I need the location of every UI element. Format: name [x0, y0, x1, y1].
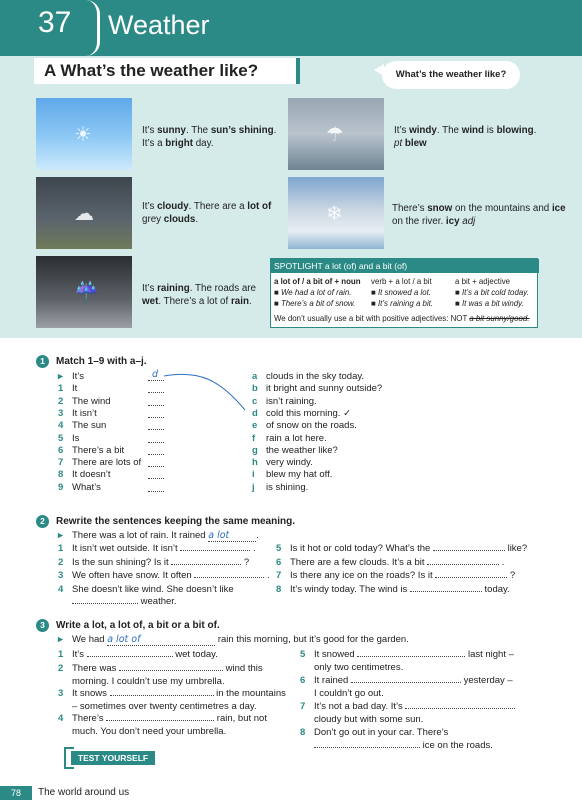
rewrite-item-cont: weather. — [72, 596, 177, 607]
unit-divider — [86, 0, 100, 56]
option-letter: f — [252, 432, 256, 444]
exercise-2-number: 2 — [36, 515, 49, 528]
exercise-3-number: 3 — [36, 619, 49, 632]
spotlight-example: ■ It was a bit windy. — [455, 299, 524, 308]
spotlight-col-1 — [274, 276, 361, 309]
ex3-item-3-cont: – sometimes over twenty centimetres a day. — [72, 701, 257, 712]
blank[interactable] — [351, 682, 461, 683]
match-stem: It doesn’t — [72, 469, 111, 481]
item-number: 6 — [300, 675, 306, 686]
answer-text: d — [152, 369, 159, 380]
exercise-2-instruction: Rewrite the sentences keeping the same meaning. — [56, 516, 295, 527]
ex3-item-3: It snows in the mountains — [72, 688, 286, 699]
unit-number: 37 — [38, 6, 72, 39]
blank[interactable] — [357, 656, 465, 657]
option-letter: i — [252, 469, 255, 481]
rewrite-item: There are a few clouds. It’s a bit . — [290, 556, 505, 568]
spotlight-example: ■ It’s a bit cold today. — [455, 288, 529, 297]
item-number: 1 — [58, 543, 64, 554]
exercise-1-number: 1 — [36, 355, 49, 368]
spotlight-note: We don’t usually use a bit with positive adjectives: NOT a bit sunny/good. — [274, 314, 530, 323]
item-number: 5 — [58, 432, 64, 444]
item-number: 4 — [58, 420, 64, 432]
item-number: 9 — [58, 481, 64, 493]
answer-blank[interactable] — [148, 482, 164, 492]
cloudy-caption: It’s cloudy. There are a lot of grey clouds. — [142, 201, 272, 225]
snowflake-icon: ❄ — [326, 203, 343, 225]
spotlight-example: ■ There’s a bit of snow. — [274, 299, 356, 308]
spotlight-col-3 — [455, 276, 529, 309]
item-number: 2 — [58, 395, 64, 407]
speech-bubble: What’s the weather like? — [382, 61, 520, 89]
option-letter: e — [252, 420, 258, 432]
spotlight-example: ■ It snowed a lot. — [371, 288, 432, 297]
section-a-title: A What’s the weather like? — [44, 61, 259, 80]
ex3-item-7: It’s not a bad day. It’s — [314, 701, 515, 712]
item-number: 1 — [58, 649, 64, 660]
option-letter: h — [252, 457, 258, 469]
answer-blank[interactable] — [148, 445, 164, 455]
match-stem: What’s — [72, 481, 101, 493]
item-number: 7 — [58, 457, 64, 469]
match-stem: The wind — [72, 395, 111, 407]
ex3-item-1: It’s wet today. — [72, 649, 218, 660]
item-number: 8 — [300, 727, 306, 738]
spotlight-heading: SPOTLIGHT a lot (of) and a bit (of) — [271, 259, 539, 273]
ex3-item-4-cont: much. You don’t need your umbrella. — [72, 726, 227, 737]
spotlight-rule: a bit + adjective — [455, 277, 511, 286]
item-number: 3 — [58, 570, 64, 581]
spotlight-rule: a lot of / a bit of + noun — [274, 277, 361, 286]
ex3-item-2: There was wind this — [72, 663, 263, 674]
blank[interactable] — [410, 591, 482, 592]
answer-text: a lot — [208, 530, 256, 542]
item-number: 4 — [58, 583, 64, 595]
exercise-3-example: We had a lot of rain this morning, but it’s good for the garden. — [72, 634, 409, 645]
blank[interactable] — [106, 720, 214, 721]
option-letter: c — [252, 395, 258, 407]
match-stem: It’s — [72, 371, 84, 382]
blank[interactable] — [87, 656, 173, 657]
spotlight-example: ■ We had a lot of rain. — [274, 288, 352, 297]
footer-section-title: The world around us — [38, 787, 130, 798]
match-line — [160, 370, 260, 416]
spotlight-rule: verb + a lot / a bit — [371, 277, 432, 286]
blank[interactable] — [427, 564, 499, 565]
match-stem: It isn’t — [72, 407, 97, 419]
windy-caption: It’s windy. The wind is blowing. pt blew — [394, 125, 537, 149]
item-number: 5 — [276, 543, 282, 554]
match-option: blew my hat off. — [266, 469, 333, 481]
rewrite-item: Is it hot or cold today? What’s the like? — [290, 543, 528, 554]
rain-photo — [36, 256, 132, 328]
answer-blank[interactable] — [148, 420, 164, 430]
page-number: 78 — [0, 786, 32, 800]
match-option: isn’t raining. — [266, 395, 317, 407]
ex3-item-8-cont: ice on the roads. — [314, 740, 493, 751]
ex3-item-5: It snowed last night – — [314, 649, 514, 660]
exercise-2-example: There was a lot of rain. It rained a lot . — [72, 530, 259, 541]
option-letter: b — [252, 383, 258, 395]
snow-caption: There’s snow on the mountains and ice on the river. icy adj — [392, 203, 566, 227]
item-number: 4 — [58, 713, 64, 724]
item-number: 1 — [58, 383, 64, 395]
ex3-item-7-cont: cloudy but with some sun. — [314, 714, 424, 725]
rewrite-item: It’s windy today. The wind is today. — [290, 583, 510, 595]
match-stem: There are lots of — [72, 457, 142, 469]
item-number: 6 — [276, 556, 282, 568]
umbrella-icon: ☂ — [326, 124, 344, 146]
match-option: is shining. — [266, 481, 309, 493]
answer-blank[interactable] — [148, 469, 164, 479]
blank[interactable] — [110, 695, 214, 696]
ex3-item-6-cont: I couldn’t go out. — [314, 688, 384, 699]
windy-photo — [288, 98, 384, 170]
exercise-3-instruction: Write a lot, a lot of, a bit or a bit of. — [56, 620, 220, 631]
match-option: of snow on the roads. — [266, 420, 357, 432]
option-letter: a — [252, 371, 258, 382]
answer-text: a lot of — [107, 634, 215, 646]
rewrite-item: She doesn’t like wind. She doesn’t like — [72, 583, 234, 595]
item-number: 6 — [58, 444, 64, 456]
item-number: 2 — [58, 663, 64, 674]
match-option: rain a lot here. — [266, 432, 327, 444]
item-number: ▸ — [58, 371, 63, 382]
option-letter: j — [252, 481, 255, 493]
item-number: 3 — [58, 407, 64, 419]
snow-photo — [288, 177, 384, 249]
cloudy-photo — [36, 177, 132, 249]
spotlight-example: ■ It’s raining a bit. — [371, 299, 434, 308]
answer-blank[interactable] — [148, 433, 164, 443]
sun-icon: ☀ — [74, 124, 92, 146]
item-number: 8 — [276, 583, 282, 595]
blank[interactable] — [194, 577, 264, 578]
blank[interactable] — [314, 747, 420, 748]
blank[interactable] — [435, 577, 507, 578]
blank[interactable] — [405, 708, 515, 709]
match-option: it bright and sunny outside? — [266, 383, 383, 395]
ex3-item-5-cont: only two centimetres. — [314, 662, 404, 673]
match-option: very windy. — [266, 457, 313, 469]
rewrite-item: It isn’t wet outside. It isn’t . — [72, 543, 256, 554]
sunny-photo — [36, 98, 132, 170]
item-number: 3 — [58, 688, 64, 699]
rain-icon: ☔ — [74, 282, 99, 304]
blank[interactable] — [180, 550, 250, 551]
item-number: 8 — [58, 469, 64, 481]
blank[interactable] — [119, 670, 223, 671]
rewrite-item: Is there any ice on the roads? Is it ? — [290, 570, 516, 581]
blank[interactable] — [171, 564, 241, 565]
test-yourself-button[interactable]: TEST YOURSELF — [71, 751, 155, 765]
answer-blank[interactable] — [148, 457, 164, 467]
blank[interactable] — [72, 603, 138, 604]
unit-header — [0, 0, 582, 56]
ex3-item-8: Don’t go out in your car. There’s — [314, 727, 449, 738]
rewrite-item: We often have snow. It often . — [72, 570, 270, 581]
exercise-1-instruction: Match 1–9 with a–j. — [56, 356, 147, 367]
ex3-item-6: It rained yesterday – — [314, 675, 513, 686]
match-option: clouds in the sky today. — [266, 371, 365, 382]
rewrite-item: Is the sun shining? Is it ? — [72, 556, 250, 568]
match-stem: There’s a bit — [72, 444, 125, 456]
option-letter: g — [252, 444, 258, 456]
blank[interactable] — [433, 550, 505, 551]
item-number: 2 — [58, 556, 64, 568]
example-marker: ▸ — [58, 634, 63, 645]
cloud-icon: ☁ — [74, 203, 94, 225]
ex3-item-4: There’s rain, but not — [72, 713, 267, 724]
example-marker: ▸ — [58, 530, 63, 541]
match-stem: The sun — [72, 420, 107, 432]
option-letter: d — [252, 407, 258, 419]
match-stem: Is — [72, 432, 80, 444]
unit-title: Weather — [108, 10, 210, 40]
match-option: cold this morning. ✓ — [266, 407, 352, 419]
item-number: 7 — [300, 701, 306, 712]
ex3-item-2-cont: morning. I couldn’t use my umbrella. — [72, 676, 225, 687]
match-stem: It — [72, 383, 78, 395]
spotlight-col-2 — [371, 276, 433, 309]
rain-caption: It’s raining. The roads are wet. There’s a lot of rain. — [142, 283, 257, 307]
sunny-caption: It’s sunny. The sun’s shining. It’s a bright day. — [142, 125, 277, 149]
item-number: 7 — [276, 570, 282, 581]
match-option: the weather like? — [266, 444, 338, 456]
item-number: 5 — [300, 649, 306, 660]
spotlight-box — [270, 258, 538, 328]
